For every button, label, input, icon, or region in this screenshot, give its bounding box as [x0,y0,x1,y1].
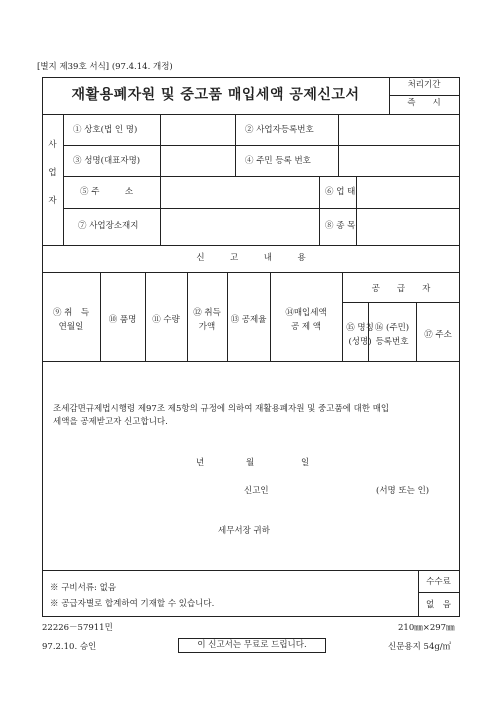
business-type-label: ⑥ 업 태 [325,187,356,197]
side-label-2: 업 [48,168,57,178]
workplace-label: ⑦ 사업장소재지 [78,221,139,231]
col-quantity: ⑪ 수량 [152,315,180,325]
paper-spec: 신문용지 54g/㎡ [388,642,452,652]
mid-col-divider-c [319,176,320,245]
col-deduction-rate: ⑬ 공제율 [230,315,267,325]
col-tax-1: ⑭매입세액 [285,308,327,318]
supplier-subheader-line [342,302,460,303]
company-name-field[interactable] [161,115,235,145]
business-type-field[interactable] [357,177,459,208]
form-code: 22226－57911민 [42,623,113,633]
side-label-3: 자 [48,196,57,206]
col-supplier-addr: ⑰ 주소 [424,330,452,340]
notes-right-border [459,570,460,616]
signature-label: (서명 또는 인) [376,486,430,496]
address-field[interactable] [161,177,319,208]
report-content-header: 신 고 내 용 [196,253,306,263]
col-date-2: 연월일 [58,322,84,332]
processing-label: 처리기간 [407,80,441,90]
border-right [459,77,460,571]
col-product: ⑩ 품명 [108,315,137,325]
report-header-line [42,272,460,273]
fee-inner-line [418,592,459,593]
col-supplier-reg-1: ⑯ (주민) [374,323,410,333]
note-combine: ※ 공급자별로 합계하여 기재할 수 있습니다. [50,599,215,609]
fee-label: 수수료 [426,577,451,587]
side-label-divider [63,114,64,245]
col-date-1: ⑨ 취 득 [52,308,90,318]
col-tax-2: 공 제 액 [290,322,322,332]
free-notice: 이 신고서는 무료로 드립니다. [197,640,307,650]
rep-name-field[interactable] [161,146,235,176]
resident-no-label: ④ 주민 등록 번호 [245,156,311,166]
mid-col-divider-a [235,114,236,176]
date-year: 년 [196,458,205,468]
border-top [42,77,460,78]
fee-value: 없 음 [426,600,451,610]
statement-line-2: 세액을 공제받고자 신고합니다. [53,417,168,427]
border-bottom [42,570,460,571]
side-label-1: 사 [48,140,57,150]
approval-date: 97.2.10. 승인 [42,642,97,652]
statement-line-1: 조세감면규제법시행령 제97조 제5항의 규정에 의하여 재활용폐자원 및 중고품에 대한 매입 [53,404,390,414]
resident-no-field[interactable] [339,146,459,176]
notes-bottom-line [42,616,460,617]
workplace-field[interactable] [161,209,319,245]
reporter-label: 신고인 [244,486,269,496]
date-month: 월 [246,458,255,468]
reg-no-field[interactable] [339,115,459,145]
item-field[interactable] [357,209,459,245]
col-supplier-name-2: (성명) [348,337,372,347]
processing-value: 즉 시 [407,98,441,108]
col-price-1: ⑫ 취득 [193,308,221,318]
signature-field[interactable] [290,480,370,500]
processing-divider [389,95,459,96]
rep-name-label: ③ 성명(대표자명) [73,156,141,166]
form-number-note: [별지 제39호 서식] (97.4.14. 개정) [37,62,173,72]
paper-size: 210㎜×297㎜ [398,623,455,633]
note-documents: ※ 구비서류: 없음 [50,583,117,593]
col-supplier-reg-2: 등록번호 [375,337,409,347]
col-supplier-name-1: ⑮ 명칭 [346,323,374,333]
address-label: ⑤ 주 소 [80,187,134,197]
recipient-label: 세무서장 귀하 [218,526,270,536]
col-price-2: 가액 [198,322,216,332]
company-name-label: ① 상호(법 인 명) [73,125,138,135]
col-supplier: 공 급 자 [371,284,431,294]
form-title: 재활용폐자원 및 중고품 매입세액 공제신고서 [71,87,360,103]
column-header-bottom [42,361,460,362]
item-label: ⑧ 종 목 [325,221,356,231]
business-section-bottom [42,245,460,246]
reg-no-label: ② 사업자등록번호 [245,125,314,135]
notes-left-border [42,570,43,616]
date-day: 일 [301,458,310,468]
